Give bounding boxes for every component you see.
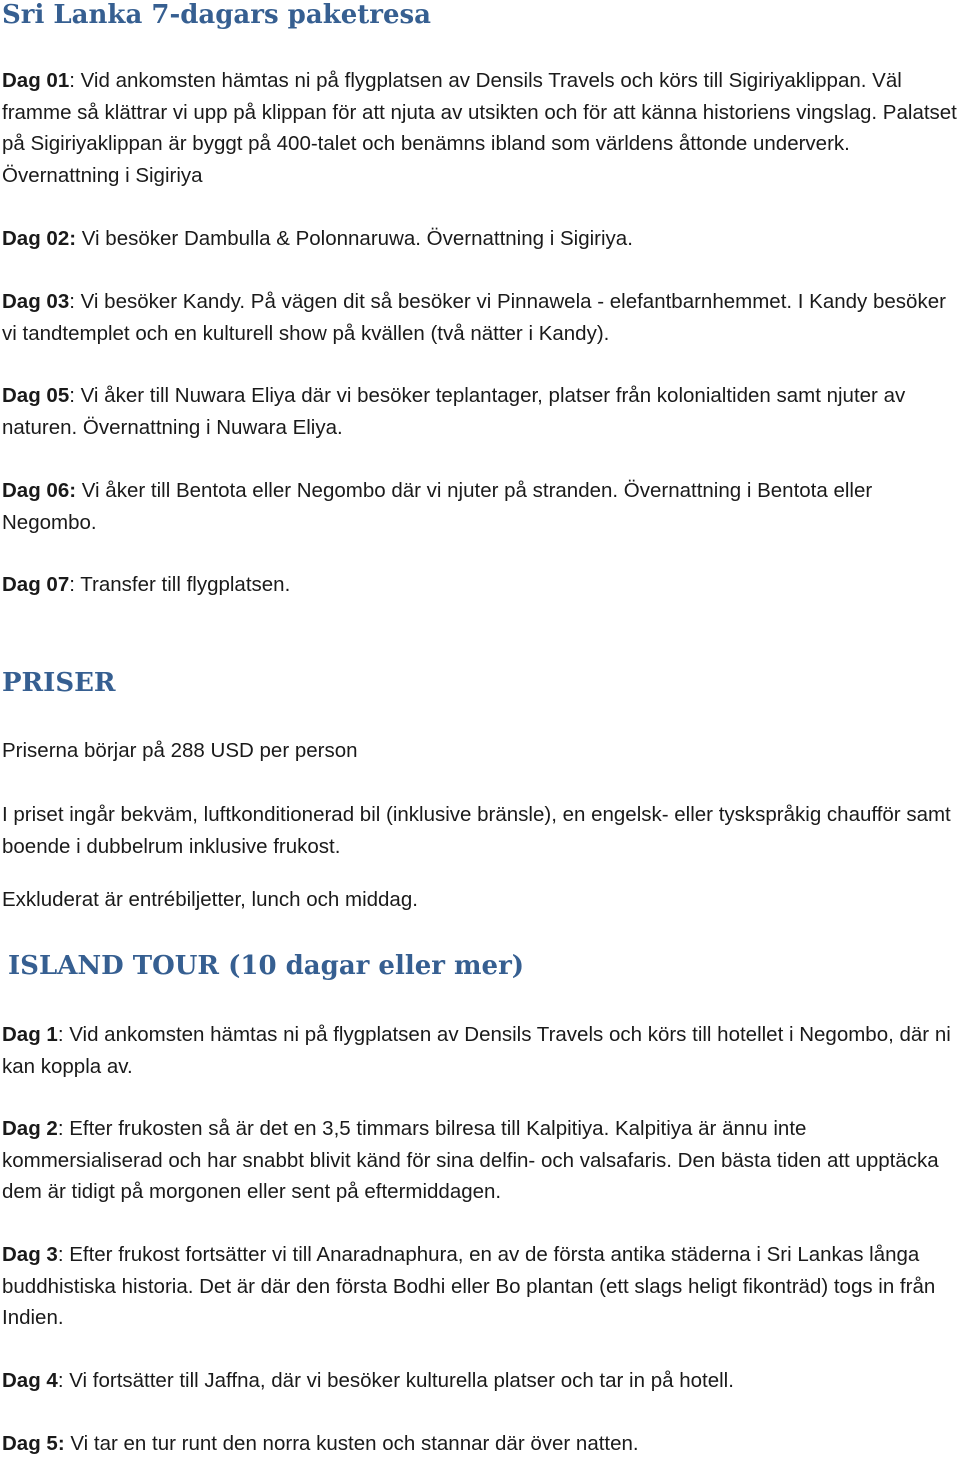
day-label: Dag 02: [2,227,77,250]
day-text: Vi åker till Bentota eller Negombo där vi njuter på stranden. Övernattning i Bentota eller Negombo. [2,479,873,534]
island-day-4 [2,1365,958,1397]
day-text: : Vid ankomsten hämtas ni på flygplatsen av Densils Travels och körs till hotellet i Negombo, där ni kan koppla av. [2,1023,951,1078]
island-day-2 [2,1113,958,1208]
island-day-3 [2,1239,958,1334]
itinerary-day-05 [2,380,958,443]
day-text: : Vid ankomsten hämtas ni på flygplatsen av Densils Travels och körs till Sigiriyaklippan. Väl framme så klättrar vi upp på klippan för att njuta av utsikten och för att känna historiens vingslag. Palatset på Sigiriyaklippan är byggt på 400-talet och benämns ibland som världens åttonde underverk. Övernattning i Sigiriya [2,69,957,187]
day-label: Dag 4 [2,1369,58,1392]
day-label: Dag 05 [2,384,70,407]
itinerary-day-01 [2,65,958,191]
day-label: Dag 07 [2,573,70,596]
island-day-1 [2,1019,958,1082]
day-label: Dag 2 [2,1117,58,1140]
prices-start: Priserna börjar på 288 USD per person [2,739,358,762]
day-label: Dag 1 [2,1023,58,1046]
day-text: Vi tar en tur runt den norra kusten och stannar där över natten. [64,1432,639,1455]
day-text: : Efter frukosten så är det en 3,5 timmars bilresa till Kalpitiya. Kalpitiya är ännu inte kommersialiserad och har snabbt blivit känd för sina delfin- och valsafaris. Den bästa tiden att upptäcka dem är tidigt på morgonen eller sent på eftermiddagen. [2,1117,939,1203]
day-text: : Vi åker till Nuwara Eliya där vi besöker teplantager, platser från kolonialtiden samt njuter av naturen. Övernattning i Nuwara Eliya. [2,384,906,439]
day-text: Vi besöker Dambulla & Polonnaruwa. Övernattning i Sigiriya. [76,227,633,250]
island-day-5 [2,1428,958,1460]
prices-excluded: Exkluderat är entrébiljetter, lunch och middag. [2,888,418,911]
day-label: Dag 5: [2,1432,65,1455]
prices-included: I priset ingår bekväm, luftkonditionerad bil (inklusive bränsle), en engelsk- eller tyskspråkig chaufför samt boende i dubbelrum inklusive frukost. [2,803,951,858]
day-text: : Efter frukost fortsätter vi till Anaradnaphura, en av de första antika städerna i Sri Lankas långa buddhistiska historia. Det är där den första Bodhi eller Bo plantan (ett slags heligt fikonträd) togs in från Indien. [2,1243,936,1329]
day-text: : Transfer till flygplatsen. [69,573,291,596]
day-text: : Vi besöker Kandy. På vägen dit så besöker vi Pinnawela - elefantbarnhemmet. I Kandy besöker vi tandtemplet och en kulturell show på kvällen (två nätter i Kandy). [2,290,946,345]
itinerary-day-06 [2,475,958,538]
day-label: Dag 06: [2,479,77,502]
page-title: Sri Lanka 7-dagars paketresa [2,0,431,30]
itinerary-day-02 [2,223,958,255]
prices-heading: PRISER [2,668,116,698]
island-tour-heading: ISLAND TOUR (10 dagar eller mer) [8,951,525,981]
day-label: Dag 01 [2,69,70,92]
day-text: : Vi fortsätter till Jaffna, där vi besöker kulturella platser och tar in på hotell. [57,1369,734,1392]
day-label: Dag 03 [2,290,70,313]
day-label: Dag 3 [2,1243,58,1266]
itinerary-day-03 [2,286,958,349]
itinerary-day-07 [2,569,958,601]
